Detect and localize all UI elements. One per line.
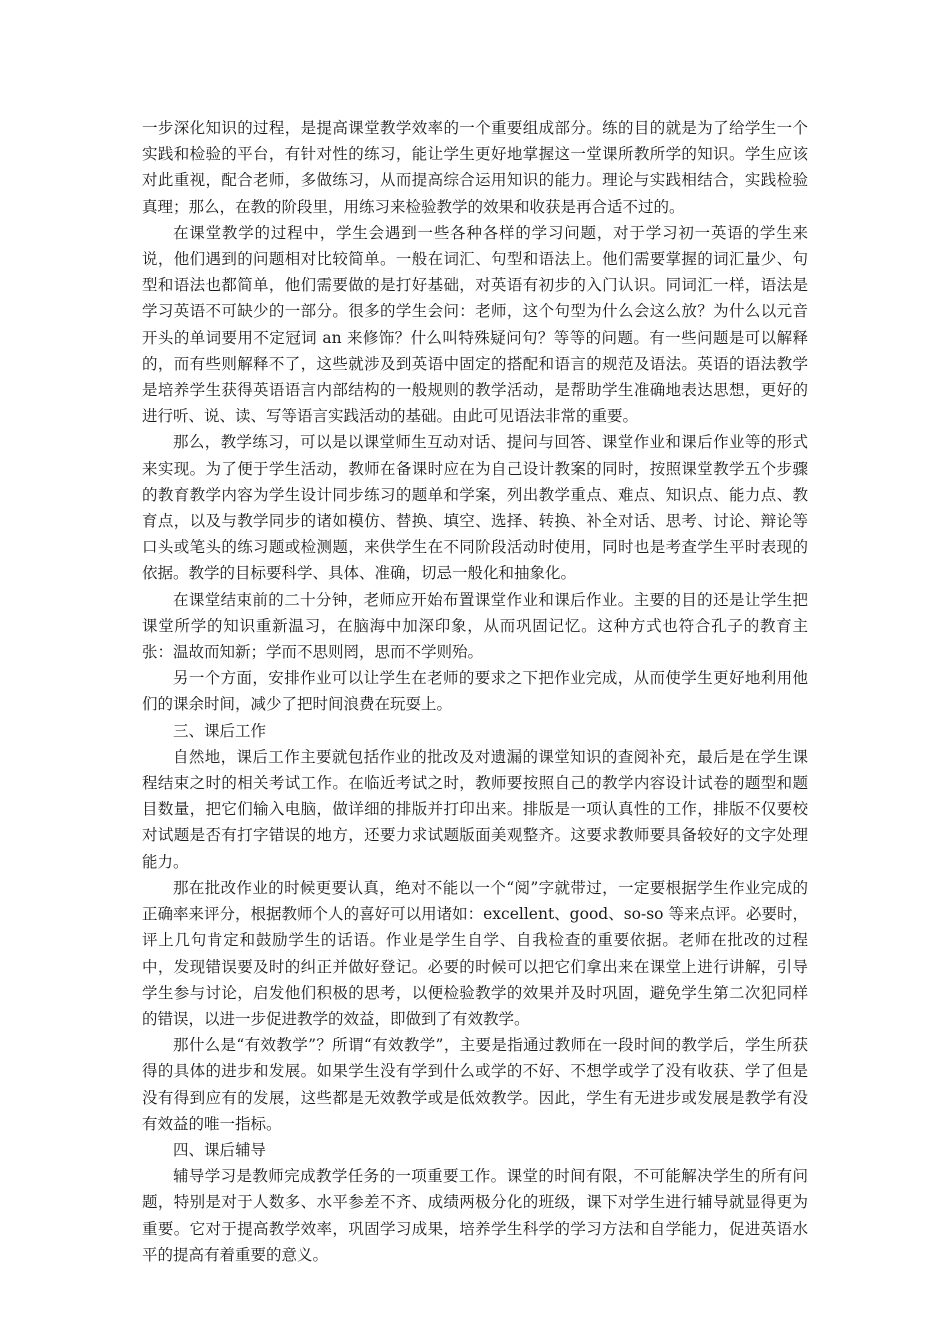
paragraph-effective-teaching: 那什么是“有效教学”？所谓“有效教学”，主要是指通过教师在一段时间的教学后，学生所获得的具体的进步和发展。如果学生没有学到什么或学的不好、不想学或学了没有收获、学了但是没有得到应有的发展，这些都是无效教学或是低效教学。因此，学生有无进步或发展是教学有没有效益的唯一指标。 [142, 1036, 808, 1133]
section-heading-tutoring: 四、课后辅导 [173, 1140, 267, 1159]
paragraph-homework-benefit: 另一个方面，安排作业可以让学生在老师的要求之下把作业完成，从而使学生更好地利用他们的课余时间，减少了把时间浪费在玩耍上。 [142, 669, 808, 714]
paragraph-homework-assignment: 在课堂结束前的二十分钟，老师应开始布置课堂作业和课后作业。主要的目的还是让学生把课堂所学的知识重新温习，在脑海中加深印象，从而巩固记忆。这种方式也符合孔子的教育主张：温故而知新；学而不思则罔，思而不学则殆。 [142, 590, 808, 662]
paragraph-grammar-problems: 在课堂教学的过程中，学生会遇到一些各种各样的学习问题，对于学习初一英语的学生来说，他们遇到的问题相对比较简单。一般在词汇、句型和语法上。他们需要掌握的词汇量少、句型和语法也都简单，他们需要做的是打好基础，对英语有初步的入门认识。同词汇一样，语法是学习英语不可缺少的一部分。很多的学生会问：老师，这个句型为什么会这么放？为什么以元音开头的单词要用不定冠词 an 来修饰？什么叫特殊疑问句？等等的问题。有一些问题是可以解释的，而有些则解释不了，这些就涉及到英语中固定的搭配和语言的规范及语法。英语的语法教学是培养学生获得英语语言内部结构的一般规则的教学活动，是帮助学生准确地表达思想，更好的进行听、说、读、写等语言实践活动的基础。由此可见语法非常的重要。 [142, 223, 808, 426]
paragraph-grading-homework: 那在批改作业的时候更要认真，绝对不能以一个“阅”字就带过，一定要根据学生作业完成的正确率来评分，根据教师个人的喜好可以用诸如：excellent、good、so-so 等来点评。必要时，评上几句肯定和鼓励学生的话语。作业是学生自学、自我检查的重要依据。老师在批改的过程中，发现错误要及时的纠正并做好登记。必要的时候可以把它们拿出来在课堂上进行讲解，引导学生参与讨论，启发他们积极的思考，以便检验教学的效果并及时巩固，避免学生第二次犯同样的错误，以进一步促进教学的效益，即做到了有效教学。 [142, 878, 808, 1028]
paragraph-continuation: 一步深化知识的过程，是提高课堂教学效率的一个重要组成部分。练的目的就是为了给学生一个实践和检验的平台，有针对性的练习，能让学生更好地掌握这一堂课所教所学的知识。学生应该对此重视，配合老师，多做练习，从而提高综合运用知识的能力。理论与实践相结合，实践检验真理；那么，在教的阶段里，用练习来检验教学的效果和收获是再合适不过的。 [142, 119, 808, 216]
section-heading-after-class-work: 三、课后工作 [173, 721, 267, 740]
paragraph-after-class-work: 自然地，课后工作主要就包括作业的批改及对遗漏的课堂知识的查阅补充，最后是在学生课程结束之时的相关考试工作。在临近考试之时，教师要按照自己的教学内容设计试卷的题型和题目数量，把它们输入电脑，做详细的排版并打印出来。排版是一项认真性的工作，排版不仅要校对试题是否有打字错误的地方，还要力求试题版面美观整齐。这要求教师要具备较好的文字处理能力。 [142, 747, 808, 871]
paragraph-tutoring: 辅导学习是教师完成教学任务的一项重要工作。课堂的时间有限，不可能解决学生的所有问题，特别是对于人数多、水平参差不齐、成绩两极分化的班级，课下对学生进行辅导就显得更为重要。它对于提高教学效率，巩固学习成果，培养学生科学的学习方法和自学能力，促进英语水平的提高有着重要的意义。 [142, 1167, 808, 1264]
document-body [142, 115, 808, 1268]
paragraph-teaching-practice: 那么，教学练习，可以是以课堂师生互动对话、提问与回答、课堂作业和课后作业等的形式来实现。为了便于学生活动，教师在备课时应在为自己设计教案的同时，按照课堂教学五个步骤的教育教学内容为学生设计同步练习的题单和学案，列出教学重点、难点、知识点、能力点、教育点，以及与教学同步的诸如模仿、替换、填空、选择、转换、补全对话、思考、讨论、辩论等口头或笔头的练习题或检测题，来供学生在不同阶段活动时使用，同时也是考查学生平时表现的依据。教学的目标要科学、具体、准确，切忌一般化和抽象化。 [142, 433, 808, 583]
